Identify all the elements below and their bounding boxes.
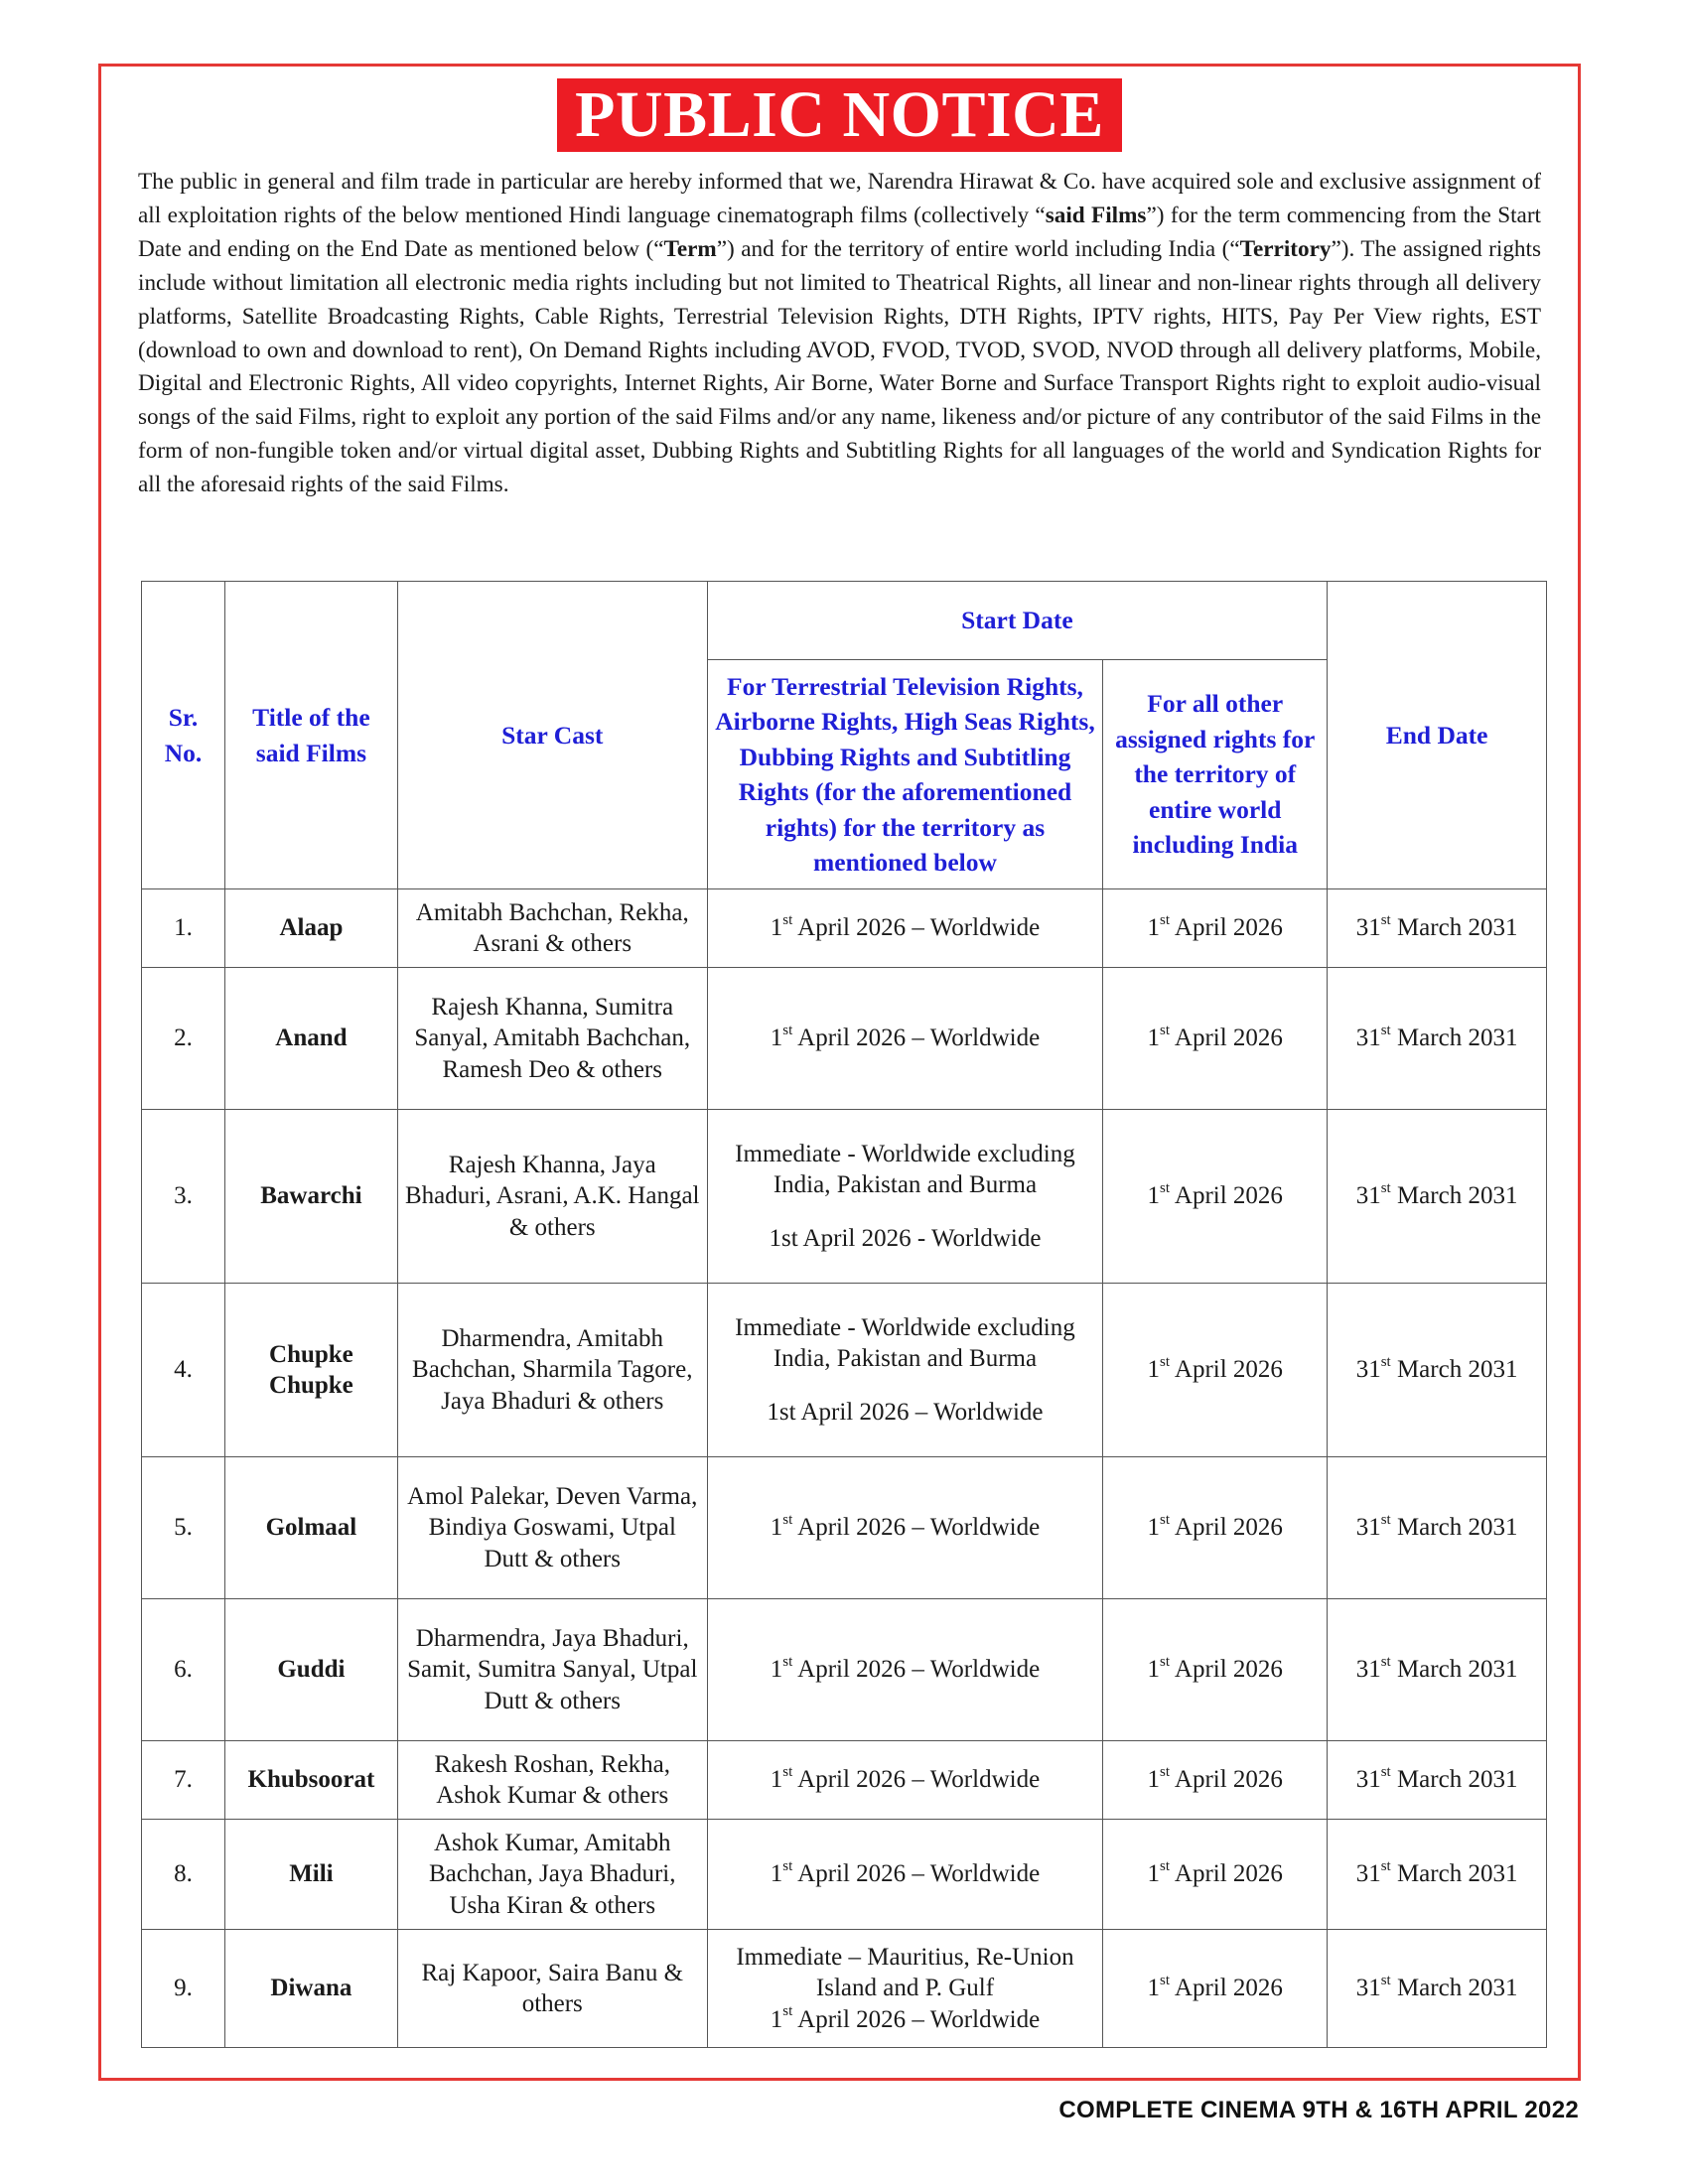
table-row bbox=[142, 1820, 1547, 1930]
start-other-text: April 2026 bbox=[1170, 1656, 1283, 1684]
start-terrestrial-ordinal: st bbox=[782, 1511, 793, 1528]
start-terrestrial-text: April 2026 – Worldwide bbox=[792, 1514, 1041, 1542]
start-other-day: 1 bbox=[1147, 1656, 1161, 1684]
end-date-cell bbox=[1328, 889, 1547, 968]
end-date-ordinal: st bbox=[1380, 1179, 1391, 1196]
start-other-day: 1 bbox=[1147, 1860, 1161, 1888]
header-star-cast: Star Cast bbox=[397, 582, 707, 889]
line-gap bbox=[714, 1375, 1097, 1397]
table-row bbox=[142, 1284, 1547, 1457]
start-other-cell bbox=[1103, 889, 1328, 968]
end-date-text: March 2031 bbox=[1390, 1514, 1518, 1542]
table-row bbox=[142, 1457, 1547, 1599]
header-start-terrestrial: For Terrestrial Television Rights, Airborne Rights, High Seas Rights, Dubbing Rights and Subtitling Rights (for the aforementioned rights) for the territory as mentioned below bbox=[707, 660, 1103, 889]
header-start-other: For all other assigned rights for the territory of entire world including India bbox=[1103, 660, 1328, 889]
start-terrestrial-day: 1 bbox=[770, 1656, 783, 1684]
intro-text-2: ”) for the term commencing from the Start Date and ending on the End Date as mentioned below (“ bbox=[138, 202, 1541, 262]
intro-said-films: said Films bbox=[1045, 202, 1147, 228]
line-gap bbox=[714, 1201, 1097, 1223]
start-terrestrial-line bbox=[714, 1223, 1097, 1255]
sr-no-cell: 1. bbox=[142, 889, 225, 968]
start-terrestrial-day: 1 bbox=[770, 1024, 783, 1052]
start-other-ordinal: st bbox=[1160, 1763, 1171, 1780]
start-other-text: April 2026 bbox=[1170, 1182, 1283, 1210]
start-other-ordinal: st bbox=[1160, 911, 1171, 928]
start-other-day: 1 bbox=[1147, 1356, 1161, 1384]
films-table bbox=[141, 581, 1547, 2048]
header-sr-no: Sr. No. bbox=[142, 582, 225, 889]
start-terrestrial-day: 1 bbox=[770, 1766, 783, 1794]
films-table-body bbox=[142, 889, 1547, 2048]
start-other-ordinal: st bbox=[1160, 1653, 1171, 1670]
start-other-cell bbox=[1103, 968, 1328, 1110]
sr-no-cell: 5. bbox=[142, 1457, 225, 1599]
end-date-ordinal: st bbox=[1380, 1763, 1391, 1780]
start-terrestrial-cell bbox=[707, 1284, 1103, 1457]
notice-frame bbox=[98, 64, 1581, 2081]
sr-no-cell: 7. bbox=[142, 1741, 225, 1820]
start-terrestrial-text: April 2026 – Worldwide bbox=[792, 2005, 1041, 2033]
intro-territory: Territory bbox=[1239, 235, 1332, 262]
end-date-day: 31 bbox=[1355, 1182, 1381, 1210]
start-other-cell bbox=[1103, 1457, 1328, 1599]
start-other-day: 1 bbox=[1147, 914, 1161, 942]
intro-text-3: ”) and for the territory of entire world including India (“ bbox=[716, 235, 1240, 262]
start-other-ordinal: st bbox=[1160, 1179, 1171, 1196]
start-other-ordinal: st bbox=[1160, 1511, 1171, 1528]
film-title-cell: Khubsoorat bbox=[224, 1741, 397, 1820]
star-cast-cell: Dharmendra, Amitabh Bachchan, Sharmila Tagore, Jaya Bhaduri & others bbox=[397, 1284, 707, 1457]
end-date-ordinal: st bbox=[1380, 1022, 1391, 1038]
star-cast-cell: Dharmendra, Jaya Bhaduri, Samit, Sumitra Sanyal, Utpal Dutt & others bbox=[397, 1599, 707, 1741]
end-date-text: March 2031 bbox=[1390, 1182, 1518, 1210]
notice-title: PUBLIC NOTICE bbox=[557, 78, 1122, 152]
end-date-ordinal: st bbox=[1380, 1972, 1391, 1988]
end-date-day: 31 bbox=[1355, 1766, 1381, 1794]
sr-no-cell: 3. bbox=[142, 1110, 225, 1284]
start-terrestrial-ordinal: st bbox=[782, 2003, 793, 2020]
film-title-cell: Anand bbox=[224, 968, 397, 1110]
film-title-cell: Guddi bbox=[224, 1599, 397, 1741]
start-terrestrial-day: 1 bbox=[770, 1514, 783, 1542]
sr-no-cell: 2. bbox=[142, 968, 225, 1110]
start-terrestrial-cell bbox=[707, 1741, 1103, 1820]
table-row bbox=[142, 1741, 1547, 1820]
start-other-day: 1 bbox=[1147, 1182, 1161, 1210]
table-row bbox=[142, 968, 1547, 1110]
start-terrestrial-text: Immediate - Worldwide excluding India, Pakistan and Burma bbox=[735, 1313, 1075, 1373]
film-title-cell: Diwana bbox=[224, 1930, 397, 2048]
sr-no-cell: 9. bbox=[142, 1930, 225, 2048]
end-date-day: 31 bbox=[1355, 1656, 1381, 1684]
end-date-cell bbox=[1328, 1741, 1547, 1820]
start-other-cell bbox=[1103, 1284, 1328, 1457]
start-terrestrial-line bbox=[714, 1654, 1097, 1686]
start-terrestrial-cell bbox=[707, 1110, 1103, 1284]
sr-no-cell: 6. bbox=[142, 1599, 225, 1741]
end-date-ordinal: st bbox=[1380, 1511, 1391, 1528]
end-date-cell bbox=[1328, 1457, 1547, 1599]
start-other-cell bbox=[1103, 1930, 1328, 2048]
start-terrestrial-cell bbox=[707, 1930, 1103, 2048]
start-other-ordinal: st bbox=[1160, 1857, 1171, 1874]
star-cast-cell: Rakesh Roshan, Rekha, Ashok Kumar & others bbox=[397, 1741, 707, 1820]
header-start-date: Start Date bbox=[707, 582, 1328, 660]
start-terrestrial-line bbox=[714, 1512, 1097, 1544]
start-terrestrial-text: Immediate - Worldwide excluding India, Pakistan and Burma bbox=[735, 1140, 1075, 1199]
start-terrestrial-line bbox=[714, 1023, 1097, 1054]
end-date-text: March 2031 bbox=[1390, 914, 1518, 942]
intro-paragraph bbox=[138, 166, 1541, 502]
start-terrestrial-ordinal: st bbox=[782, 1022, 793, 1038]
start-terrestrial-text: April 2026 – Worldwide bbox=[792, 1656, 1041, 1684]
table-row bbox=[142, 1930, 1547, 2048]
end-date-day: 31 bbox=[1355, 1024, 1381, 1052]
sr-no-cell: 8. bbox=[142, 1820, 225, 1930]
star-cast-cell: Rajesh Khanna, Sumitra Sanyal, Amitabh Bachchan, Ramesh Deo & others bbox=[397, 968, 707, 1110]
end-date-day: 31 bbox=[1355, 1860, 1381, 1888]
end-date-cell bbox=[1328, 1930, 1547, 2048]
intro-term: Term bbox=[663, 235, 717, 262]
star-cast-cell: Amol Palekar, Deven Varma, Bindiya Goswami, Utpal Dutt & others bbox=[397, 1457, 707, 1599]
start-terrestrial-ordinal: st bbox=[782, 1763, 793, 1780]
start-terrestrial-cell bbox=[707, 1599, 1103, 1741]
start-terrestrial-text: April 2026 – Worldwide bbox=[792, 1024, 1041, 1052]
start-terrestrial-day: 1 bbox=[770, 2005, 783, 2033]
start-terrestrial-line bbox=[714, 1139, 1097, 1201]
end-date-ordinal: st bbox=[1380, 911, 1391, 928]
intro-text-4: ”). The assigned rights include without limitation all electronic media rights including but not limited to Theatrical Rights, all linear and non-linear rights through all delivery platforms, Satellite Broadcasting Rights, Cable Rights, Terrestrial Television Rights, DTH Rights, IPTV rights, HITS, Pay Per View rights, EST (download to own and download to rent), On Demand Rights including AVOD, FVOD, TVOD, SVOD, NVOD through all delivery platforms, Mobile, Digital and Electronic Rights, All video copyrights, Internet Rights, Air Borne, Water Borne and Surface Transport Rights right to exploit audio-visual songs of the said Films, right to exploit any portion of the said Films and/or any name, likeness and/or picture of any contributor of the said Films in the form of non-fungible token and/or virtual digital asset, Dubbing Rights and Subtitling Rights for all languages of the world and Syndication Rights for all the aforesaid rights of the said Films. bbox=[138, 235, 1541, 498]
star-cast-cell: Rajesh Khanna, Jaya Bhaduri, Asrani, A.K. Hangal & others bbox=[397, 1110, 707, 1284]
end-date-cell bbox=[1328, 1599, 1547, 1741]
start-terrestrial-cell bbox=[707, 1457, 1103, 1599]
intro-text-1: The public in general and film trade in particular are hereby informed that we, Narendra Hirawat & Co. have acquired sole and exclusive assignment of all exploitation rights of the below mentioned Hindi language cinematograph films (collectively “ bbox=[138, 169, 1541, 228]
film-title-cell: Alaap bbox=[224, 889, 397, 968]
start-other-text: April 2026 bbox=[1170, 1356, 1283, 1384]
header-title: Title of the said Films bbox=[224, 582, 397, 889]
start-other-cell bbox=[1103, 1820, 1328, 1930]
star-cast-cell: Amitabh Bachchan, Rekha, Asrani & others bbox=[397, 889, 707, 968]
end-date-text: March 2031 bbox=[1390, 1860, 1518, 1888]
end-date-day: 31 bbox=[1355, 1975, 1381, 2002]
start-terrestrial-line bbox=[714, 1397, 1097, 1429]
start-terrestrial-ordinal: st bbox=[782, 911, 793, 928]
start-terrestrial-text: April 2026 – Worldwide bbox=[792, 1766, 1041, 1794]
start-other-text: April 2026 bbox=[1170, 1514, 1283, 1542]
start-terrestrial-line bbox=[714, 1942, 1097, 2004]
start-other-text: April 2026 bbox=[1170, 1860, 1283, 1888]
start-terrestrial-cell bbox=[707, 968, 1103, 1110]
start-terrestrial-day: 1 bbox=[770, 914, 783, 942]
start-other-day: 1 bbox=[1147, 1975, 1161, 2002]
end-date-cell bbox=[1328, 1284, 1547, 1457]
start-terrestrial-cell bbox=[707, 889, 1103, 968]
start-terrestrial-line bbox=[714, 1858, 1097, 1890]
start-other-ordinal: st bbox=[1160, 1022, 1171, 1038]
start-other-text: April 2026 bbox=[1170, 1766, 1283, 1794]
start-other-day: 1 bbox=[1147, 1024, 1161, 1052]
table-row bbox=[142, 889, 1547, 968]
end-date-day: 31 bbox=[1355, 1514, 1381, 1542]
end-date-text: March 2031 bbox=[1390, 1356, 1518, 1384]
start-terrestrial-day: 1 bbox=[770, 1860, 783, 1888]
film-title-cell: Mili bbox=[224, 1820, 397, 1930]
end-date-text: March 2031 bbox=[1390, 1656, 1518, 1684]
start-terrestrial-cell bbox=[707, 1820, 1103, 1930]
table-row bbox=[142, 1110, 1547, 1284]
end-date-day: 31 bbox=[1355, 1356, 1381, 1384]
start-terrestrial-text: 1st April 2026 - Worldwide bbox=[769, 1224, 1042, 1252]
end-date-cell bbox=[1328, 1820, 1547, 1930]
film-title-cell: Bawarchi bbox=[224, 1110, 397, 1284]
start-other-cell bbox=[1103, 1599, 1328, 1741]
end-date-ordinal: st bbox=[1380, 1857, 1391, 1874]
start-terrestrial-text: April 2026 – Worldwide bbox=[792, 1860, 1041, 1888]
end-date-cell bbox=[1328, 1110, 1547, 1284]
start-other-day: 1 bbox=[1147, 1766, 1161, 1794]
table-row bbox=[142, 1599, 1547, 1741]
start-other-ordinal: st bbox=[1160, 1353, 1171, 1370]
start-other-ordinal: st bbox=[1160, 1972, 1171, 1988]
film-title-cell: Golmaal bbox=[224, 1457, 397, 1599]
header-end-date: End Date bbox=[1328, 582, 1547, 889]
end-date-text: March 2031 bbox=[1390, 1024, 1518, 1052]
end-date-ordinal: st bbox=[1380, 1653, 1391, 1670]
end-date-ordinal: st bbox=[1380, 1353, 1391, 1370]
end-date-day: 31 bbox=[1355, 914, 1381, 942]
start-terrestrial-line bbox=[714, 1312, 1097, 1375]
end-date-cell bbox=[1328, 968, 1547, 1110]
start-other-day: 1 bbox=[1147, 1514, 1161, 1542]
start-other-cell bbox=[1103, 1741, 1328, 1820]
start-terrestrial-line bbox=[714, 912, 1097, 944]
end-date-text: March 2031 bbox=[1390, 1975, 1518, 2002]
start-terrestrial-ordinal: st bbox=[782, 1857, 793, 1874]
start-other-text: April 2026 bbox=[1170, 1975, 1283, 2002]
start-other-cell bbox=[1103, 1110, 1328, 1284]
start-terrestrial-line bbox=[714, 2004, 1097, 2036]
start-other-text: April 2026 bbox=[1170, 914, 1283, 942]
start-terrestrial-ordinal: st bbox=[782, 1653, 793, 1670]
star-cast-cell: Ashok Kumar, Amitabh Bachchan, Jaya Bhaduri, Usha Kiran & others bbox=[397, 1820, 707, 1930]
film-title-cell: Chupke Chupke bbox=[224, 1284, 397, 1457]
start-terrestrial-text: April 2026 – Worldwide bbox=[792, 914, 1041, 942]
start-terrestrial-text: Immediate – Mauritius, Re-Union Island and P. Gulf bbox=[736, 1943, 1074, 2002]
end-date-text: March 2031 bbox=[1390, 1766, 1518, 1794]
start-terrestrial-text: 1st April 2026 – Worldwide bbox=[767, 1398, 1044, 1426]
start-other-text: April 2026 bbox=[1170, 1024, 1283, 1052]
star-cast-cell: Raj Kapoor, Saira Banu & others bbox=[397, 1930, 707, 2048]
start-terrestrial-line bbox=[714, 1764, 1097, 1796]
title-wrap bbox=[101, 78, 1578, 152]
sr-no-cell: 4. bbox=[142, 1284, 225, 1457]
footer-publication: COMPLETE CINEMA 9TH & 16TH APRIL 2022 bbox=[1058, 2097, 1579, 2123]
